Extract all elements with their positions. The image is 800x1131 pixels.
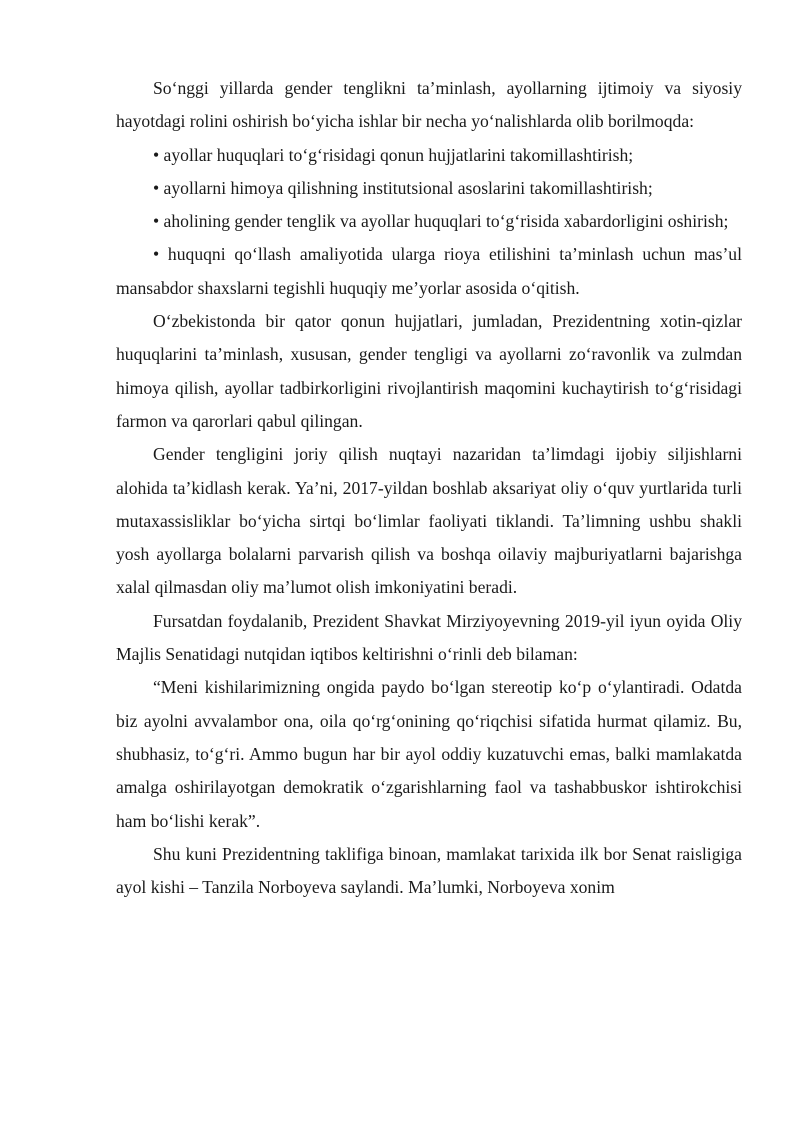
bullet-item-awareness: • aholining gender tenglik va ayollar huquqlari to‘g‘risida xabardorligini oshirish; <box>153 211 729 232</box>
paragraph-quote-intro: Fursatdan foydalanib, Prezident Shavkat Mirziyoyevning 2019-yil iyun oyida Oliy Majlis Senatidagi nutqidan iqtibos keltirishni o‘rinli deb bilaman: <box>116 610 742 665</box>
paragraph-legislation: O‘zbekistonda bir qator qonun hujjatlari, jumladan, Prezidentning xotin-qizlar huquqlarini ta’minlash, xususan, gender tengligi va ayollarni zo‘ravonlik va zulmdan himoya qilish, ayollar tadbirkorligini rivojlantirish maqomini kuchaytirish to‘g‘risidagi farmon va qarorlari qabul qilingan. <box>116 311 742 431</box>
paragraph-quote: “Meni kishilarimizning ongida paydo bo‘lgan stereotip ko‘p o‘ylantiradi. Odatda biz ayolni avvalambor ona, oila qo‘rg‘onining qo‘riqchisi sifatida hurmat qilamiz. Bu, shubhasiz, to‘g‘ri. Ammo bugun har bir ayol oddiy kuzatuvchi emas, balki mamlakatda amalga oshirilayotgan demokratik o‘zgarishlarning faol va tashabbuskor ishtirokchisi ham bo‘lishi kerak”. <box>116 677 742 831</box>
bullet-item-legislation: • ayollar huquqlari to‘g‘risidagi qonun hujjatlarini takomillashtirish; <box>153 144 634 165</box>
paragraph-senate: Shu kuni Prezidentning taklifiga binoan, mamlakat tarixida ilk bor Senat raisligiga ayol kishi – Tanzila Norboyeva saylandi. Ma’lumki, Norboyeva xonim <box>116 843 742 898</box>
document-page <box>116 72 742 904</box>
bullet-item-institutional: • ayollarni himoya qilishning institutsional asoslarini takomillashtirish; <box>153 177 653 198</box>
bullet-item-training: • huquqni qo‘llash amaliyotida ularga rioya etilishini ta’minlash uchun mas’ul mansabdor shaxslarni tegishli huquqiy me’yorlar asosida o‘qitish. <box>116 244 742 298</box>
paragraph-intro: So‘nggi yillarda gender tenglikni ta’minlash, ayollarning ijtimoiy va siyosiy hayotdagi rolini oshirish bo‘yicha ishlar bir necha yo‘nalishlarda olib borilmoqda: <box>116 78 742 132</box>
paragraph-education: Gender tengligini joriy qilish nuqtayi nazaridan ta’limdagi ijobiy siljishlarni alohida ta’kidlash kerak. Ya’ni, 2017-yildan boshlab aksariyat oliy o‘quv yurtlarida turli mutaxassisliklar bo‘yicha sirtqi bo‘limlar faoliyati tiklandi. Ta’limning ushbu shakli yosh ayollarga bolalarni parvarish qilish va boshqa oilaviy majburiyatlarni bajarishga xalal qilmasdan oliy ma’lumot olish imkoniyatini beradi. <box>116 444 742 598</box>
